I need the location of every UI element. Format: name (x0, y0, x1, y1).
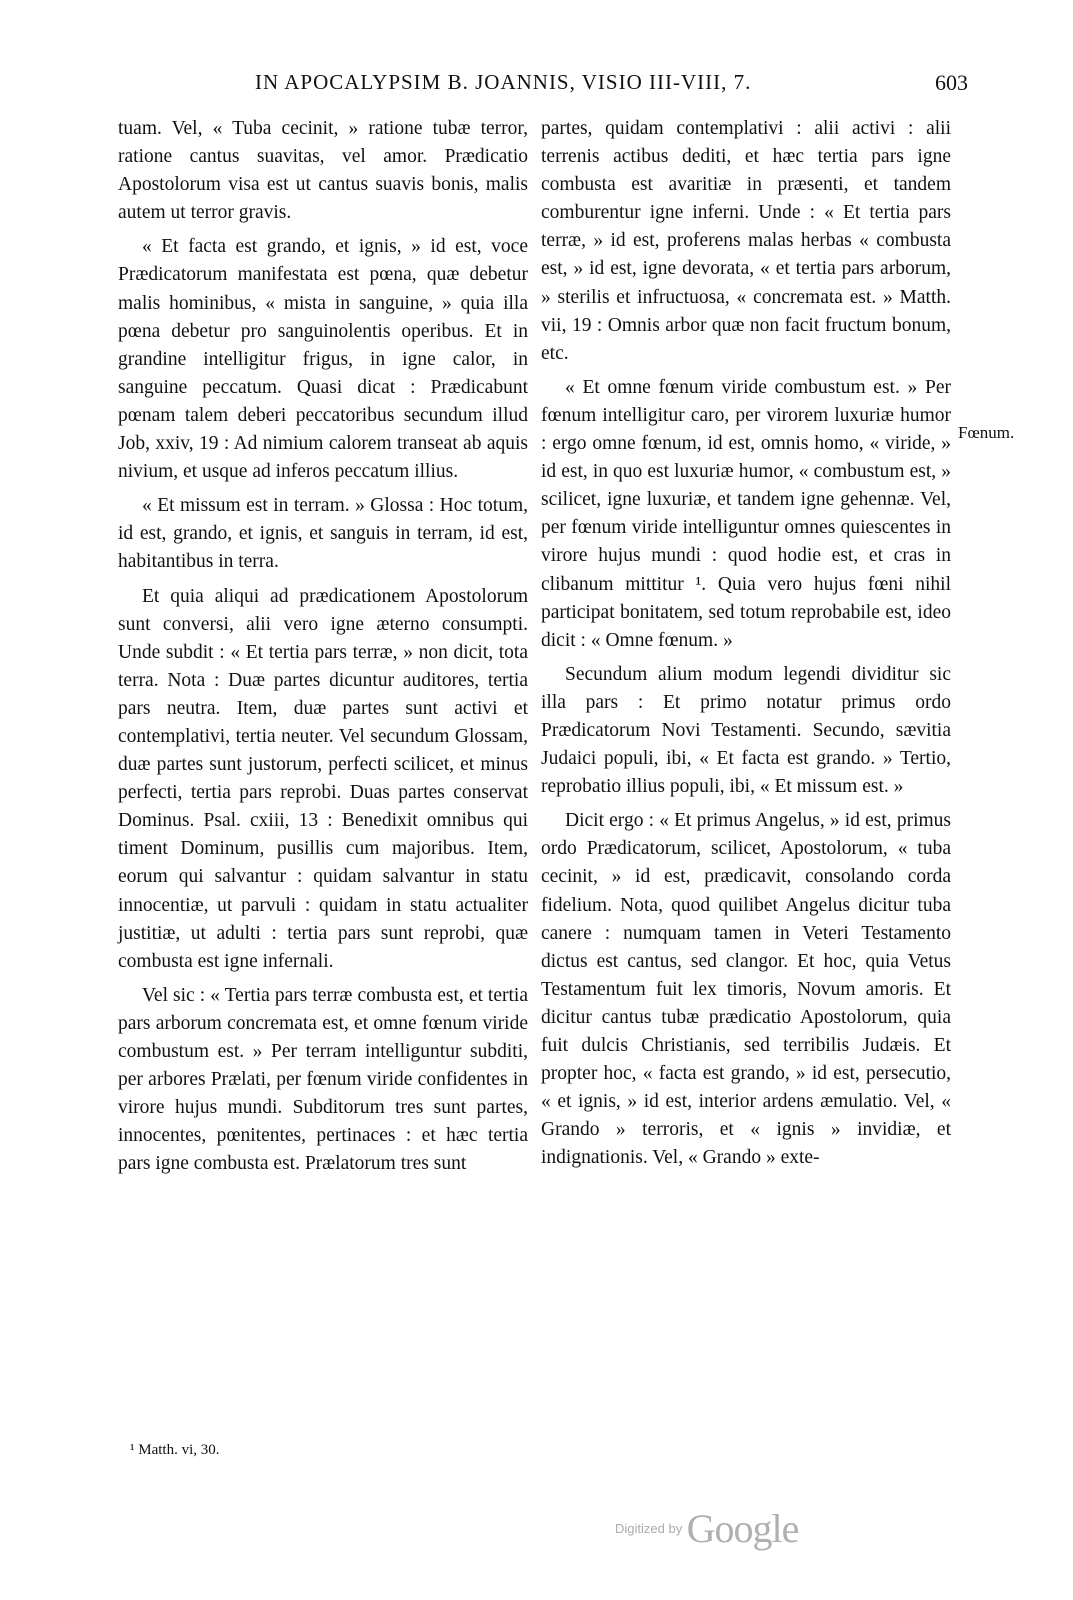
paragraph: partes, quidam contemplativi : alii activi : alii terrenis actibus dediti, et hæc tertia pars igne combusta est avaritiæ in præsenti, et tandem comburentur igne inferni. Unde : « Et tertia pars terræ, » id est, proferens malas herbas « combusta est, » id est, igne devorata, « et tertia pars arborum, » sterilis et infructuosa, « concremata est. » Matth. vii, 19 : Omnis arbor quæ non facit fructum bonum, etc. (541, 118, 951, 364)
running-title: IN APOCALYPSIM B. JOANNIS, VISIO III-VIII, 7. (255, 70, 752, 94)
paragraph: « Et omne fœnum viride combustum est. » Per fœnum intelligitur caro, per virorem luxuriæ humor : ergo omne fœnum, id est, omnis homo, « viride, » id est, in quo est luxuriæ humor, « combustum est, » scilicet, igne luxuriæ, et tandem igne gehennæ. Vel, per fœnum viride intelliguntur omnes quiescentes in virore hujus mundi : quod hodie est, et cras in clibanum mittitur ¹. Quia vero hujus fœni nihil participat bonitatem, sed totum reprobabile est, ideo dicit : « Omne fœnum. » (541, 376, 951, 651)
paragraph: « Et facta est grando, et ignis, » id est, voce Prædicatorum manifestata est pœna, quæ debetur malis hominibus, « mista in sanguine, » quia illa pœna debetur pro sanguinolentis operibus. Et in grandine intelligitur frigus, in igne calor, in sanguine peccatum. Quasi dicat : Prædicabunt pœnam talem deberi peccatoribus secundum illud Job, xxiv, 19 : Ad nimium calorem transeat ab aquis nivium, et usque ad inferos peccatum illius. (118, 236, 528, 483)
paragraph: Vel sic : « Tertia pars terræ combusta est, et tertia pars arborum concremata est, et omne fœnum viride combustum est. » Per terram intelliguntur subditi, per arbores Prælati, per fœnum viride confidentes in virore hujus mundi. Subditorum tres sunt partes, innocentes, pœnitentes, pertinaces : et hæc tertia pars igne combusta est. Prælatorum tres sunt (118, 984, 528, 1175)
paragraph: tuam. Vel, « Tuba cecinit, » ratione tubæ terror, ratione cantus suavitas, vel amor. Prædicatio Apostolorum visa est ut cantus suavis bonis, malis autem ut terror gravis. (118, 118, 528, 224)
digitized-watermark (615, 1505, 798, 1552)
left-column (118, 115, 528, 1184)
right-column (541, 115, 951, 1178)
paragraph: Dicit ergo : « Et primus Angelus, » id est, primus ordo Prædicatorum, scilicet, Apostolorum, « tuba cecinit, » id est, prædicavit, consolando corda fidelium. Nota, quod quilibet Angelus dicitur tuba canere : numquam tamen in Veteri Testamento dictus est cantus, sed clangor. Et hoc, quia Vetus Testamentum fuit lex timoris, Novum amoris. Et dicitur cantus tubæ prædicatio Apostolorum, quia fuit dulcis Christianis, sed terribilis Judæis. Et propter hoc, « facta est grando, » id est, persecutio, « et ignis, » id est, interior ardens æmulatio. Vel, « Grando » terroris, et « ignis » invidiæ, et indignationis. Vel, « Grando » exte- (541, 810, 951, 1169)
margin-note: Fœnum. (958, 423, 1015, 442)
paragraph: « Et missum est in terram. » Glossa : Hoc totum, id est, grando, et ignis, et sanguis in terram, id est, habitantibus in terra. (118, 495, 528, 573)
footnote: ¹ Matth. vi, 30. (130, 1442, 220, 1458)
page-number: 603 (935, 70, 968, 95)
watermark-small-text: Digitized by (615, 1521, 683, 1536)
google-logo: Google (686, 1506, 799, 1551)
paragraph: Et quia aliqui ad prædicationem Apostolorum sunt conversi, alii vero igne æterno consumpti. Unde subdit : « Et tertia pars terræ, » non dicit, tota terra. Nota : Duæ partes dicuntur auditores, tertia pars neutra. Item, duæ partes sunt activi et contemplativi, tertia neuter. Vel secundum Glossam, duæ partes sunt justorum, perfecti scilicet, et minus perfecti, tertia pars reprobi. Duas partes conservat Dominus. Psal. cxiii, 13 : Benedixit omnibus qui timent Dominum, pusillis cum majoribus. Item, eorum qui salvantur : quidam salvantur in statu innocentiæ, ut parvuli : quidam in statu actualiter justitiæ, ut adulti : tertia pars sunt reprobi, quæ combusta est igne infernali. (118, 585, 528, 972)
paragraph: Secundum alium modum legendi dividitur sic illa pars : Et primo notatur primus ordo Prædicatorum Novi Testamenti. Secundo, sævitia Judaici populi, ibi, « Et facta est grando. » Tertio, reprobatio illius populi, ibi, « Et missum est. » (541, 663, 951, 798)
